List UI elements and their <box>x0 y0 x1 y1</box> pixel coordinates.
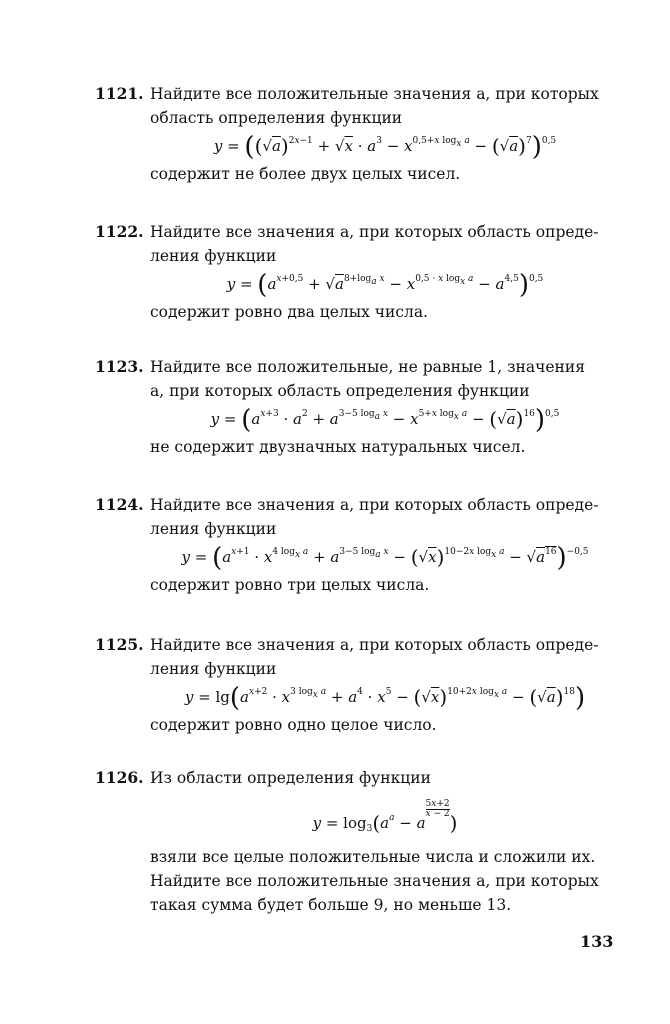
formula: $y = ((√a)^{2x-1} + √x \cdot a^3 - x^{0,5+x log_x a} - (√a)^7)^{0,5}$ <box>213 132 557 162</box>
problem-1124 <box>95 493 620 597</box>
problem-number: 1125. <box>95 635 144 654</box>
problem-text: ления функции <box>150 247 277 265</box>
problem-text: ления функции <box>150 660 277 678</box>
formula: $y = (a^{x+0,5} + √a^{8+log_a x} - x^{0,5 \cdot x log_x a} - a^{4,5})^{0,5}$ <box>226 270 544 300</box>
problem-text: такая сумма будет больше 9, но меньше 13. <box>150 896 512 914</box>
formula: $y = \lg(a^{x+2} \cdot x^{3 log_x a} + a^4 \cdot x^5 - (√x)^{10+2x log_x a} - (√a)^{18})$ <box>184 683 586 713</box>
problem-text: ления функции <box>150 520 277 538</box>
problem-text: Найдите все положительные значения a, при которых <box>150 872 599 890</box>
problem-number: 1126. <box>95 768 144 787</box>
formula: $y = \log_3(a^a - a$ $^{\frac{5x+2}{x - 2}}$ ) <box>312 799 458 835</box>
problem-condition: содержит ровно одно целое число. <box>150 716 437 734</box>
problem-text: Из области определения функции <box>150 769 431 787</box>
problem-1122 <box>95 220 620 324</box>
problem-1121 <box>95 82 620 186</box>
problem-text: Найдите все положительные значения a, при которых <box>150 85 599 103</box>
problem-text: Найдите все значения a, при которых область опреде- <box>150 636 599 654</box>
problem-text: Найдите все значения a, при которых область опреде- <box>150 496 599 514</box>
problem-condition: содержит ровно три целых числа. <box>150 576 430 594</box>
formula: $y = (a^{x+3} \cdot a^2 + a^{3-5 log_a x} - x^{5+x log_x a} - (√a)^{16})^{0,5}$ <box>210 405 560 435</box>
formula: $y = (a^{x+1} \cdot x^{4 log_x a} + a^{3-5 log_a x} - (√x)^{10-2x log_x a} - √a^{16})^{-0,5}$ <box>181 543 589 573</box>
problem-text: Найдите все положительные, не равные 1, значения <box>150 358 585 376</box>
problem-1125 <box>95 633 620 737</box>
problem-text: область определения функции <box>150 109 403 127</box>
problem-text: взяли все целые положительные числа и сложили их. <box>150 848 596 866</box>
problem-text: Найдите все значения a, при которых область опреде- <box>150 223 599 241</box>
problem-number: 1122. <box>95 222 144 241</box>
problem-1123 <box>95 355 620 459</box>
problem-number: 1121. <box>95 84 144 103</box>
page-number: 133 <box>580 932 614 951</box>
problem-text: a, при которых область определения функции <box>150 382 530 400</box>
problem-condition: содержит ровно два целых числа. <box>150 303 429 321</box>
problem-condition: содержит не более двух целых чисел. <box>150 165 461 183</box>
problem-number: 1124. <box>95 495 144 514</box>
problem-1126 <box>95 766 620 917</box>
problem-condition: не содержит двузначных натуральных чисел. <box>150 438 526 456</box>
problem-number: 1123. <box>95 357 144 376</box>
